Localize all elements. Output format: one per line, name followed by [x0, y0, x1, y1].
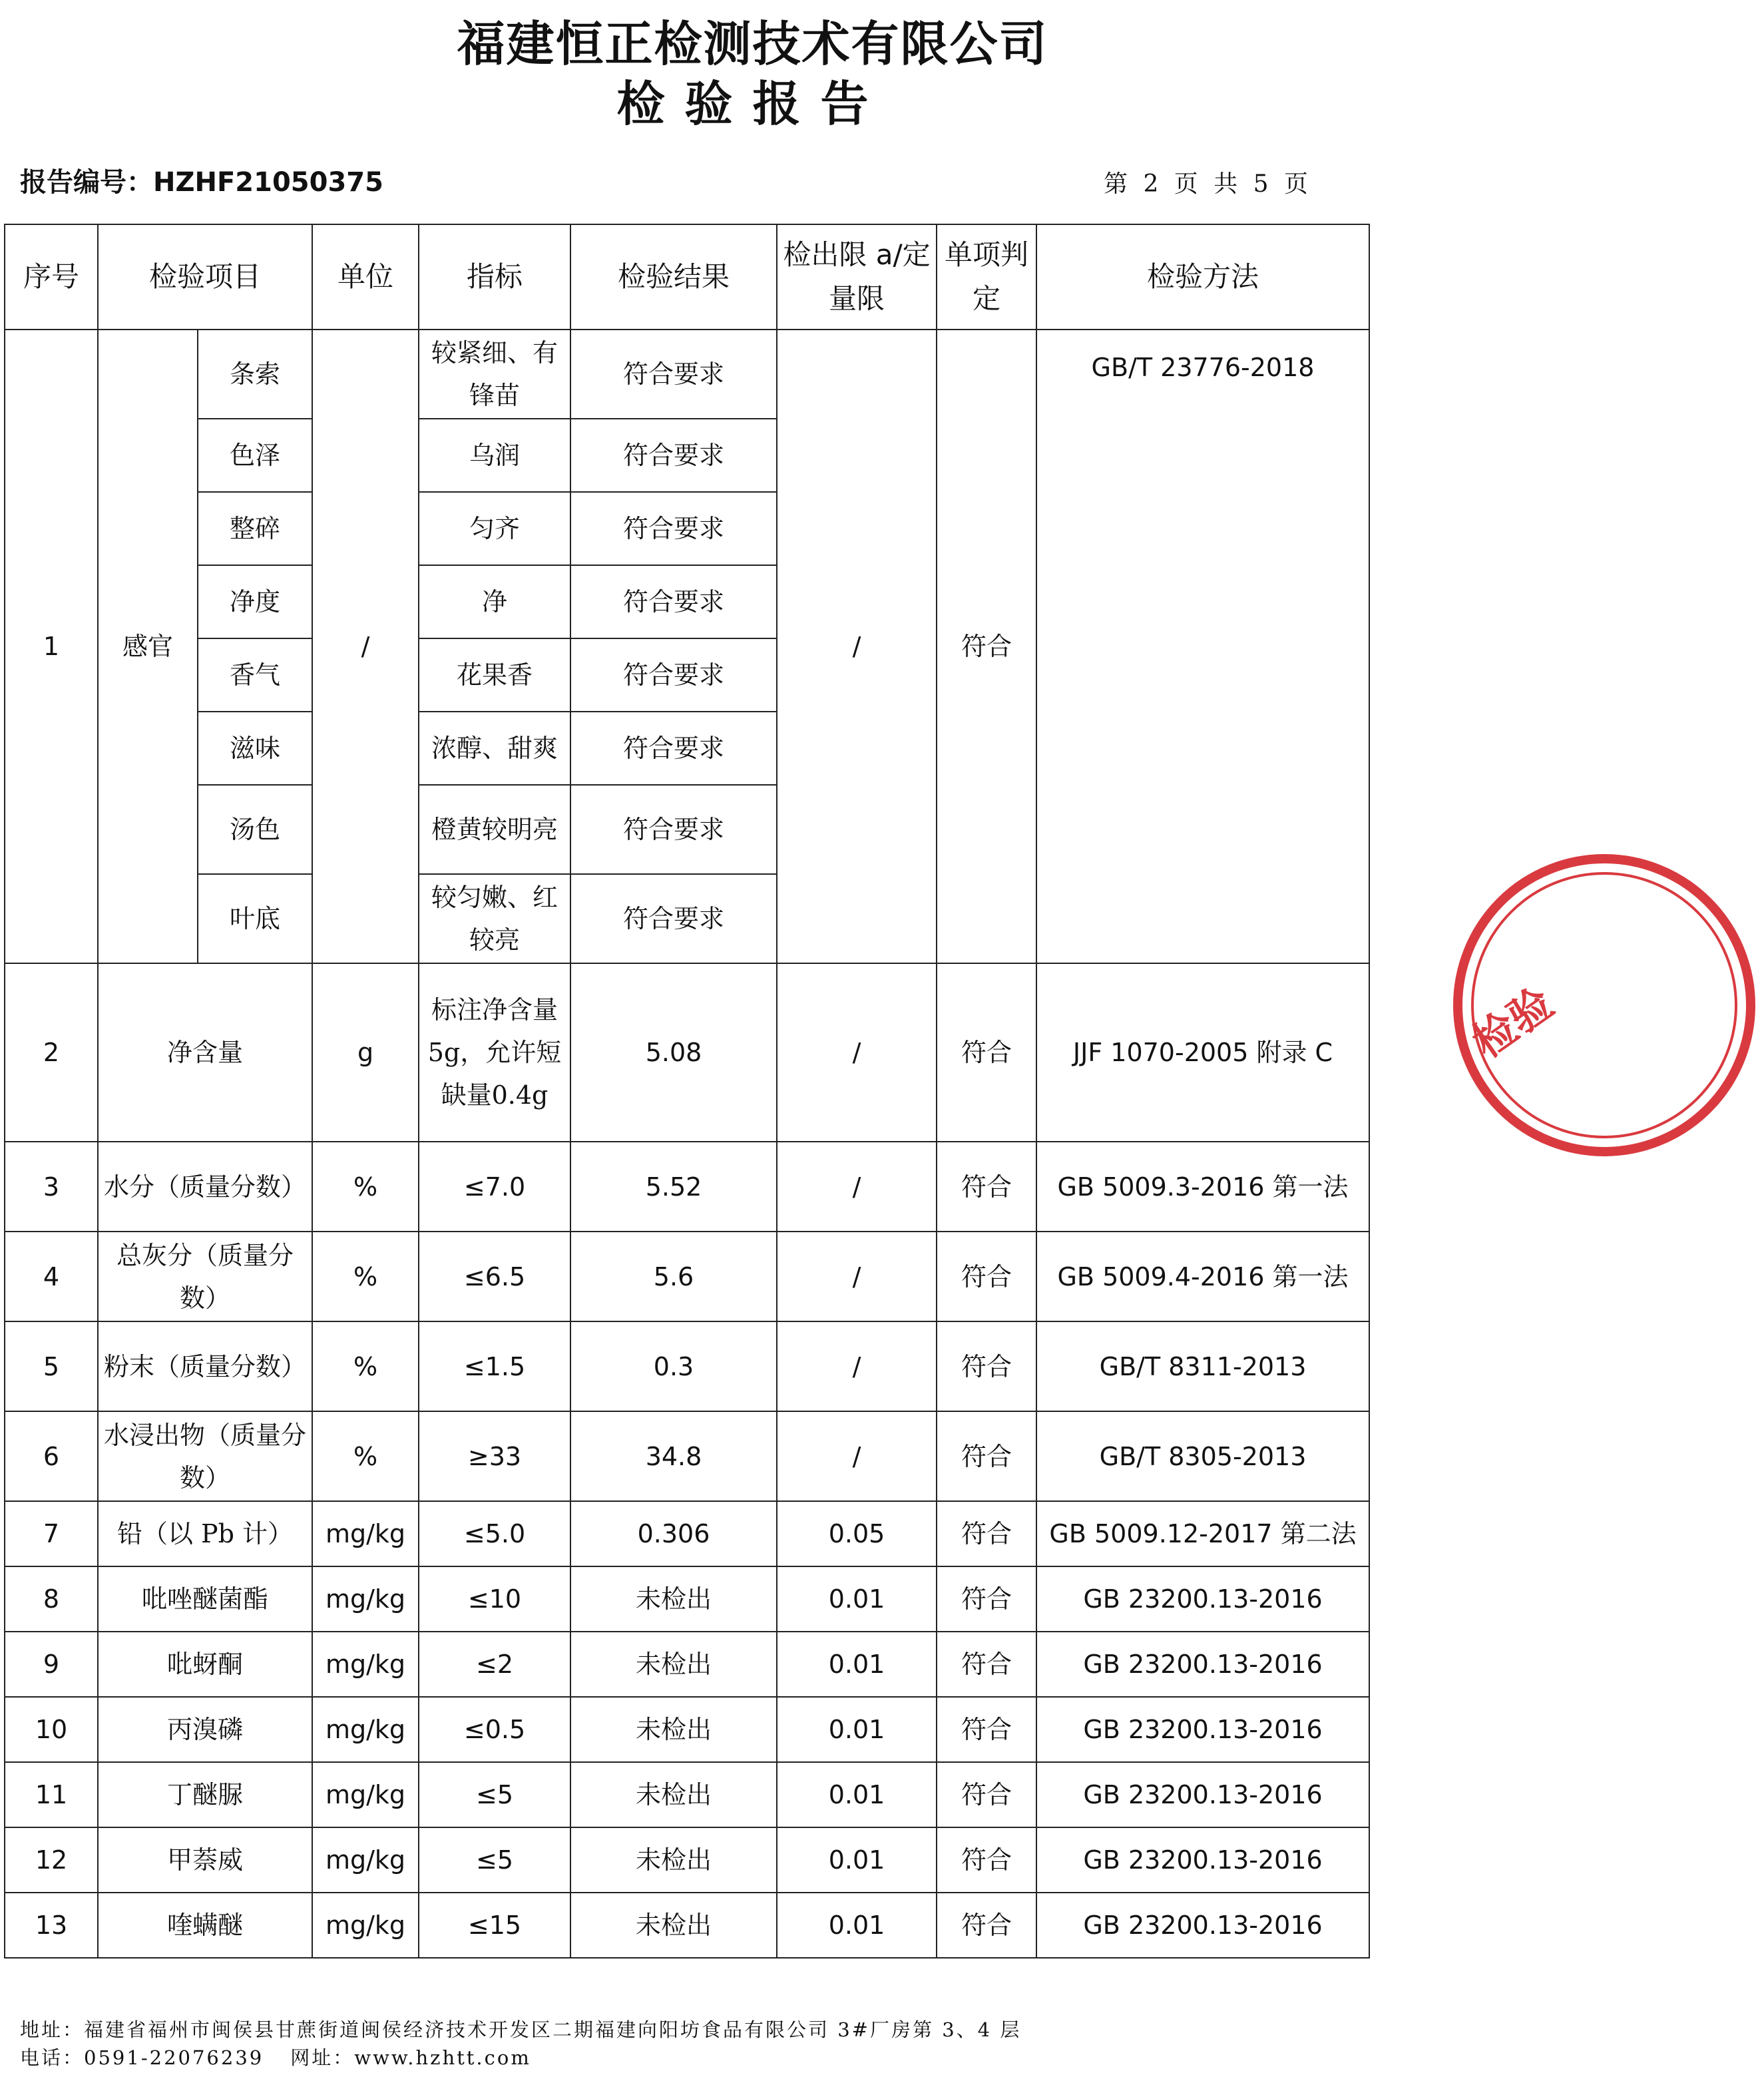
test-method: GB 23200.13-2016 — [1036, 1893, 1369, 1958]
result: 未检出 — [570, 1632, 777, 1697]
spec: 净 — [419, 565, 570, 638]
row-number: 11 — [5, 1762, 98, 1827]
table-row — [5, 963, 1369, 1142]
test-method: GB 23200.13-2016 — [1036, 1762, 1369, 1827]
judgement: 符合 — [937, 1411, 1036, 1501]
detection-limit: 0.05 — [777, 1501, 937, 1566]
spec: ≤0.5 — [419, 1697, 570, 1762]
result: 未检出 — [570, 1827, 777, 1893]
spec: 橙黄较明亮 — [419, 785, 570, 874]
test-method: GB 23200.13-2016 — [1036, 1827, 1369, 1893]
spec: 标注净含量5g，允许短缺量0.4g — [419, 963, 570, 1142]
page-info: 第 2 页 共 5 页 — [1104, 170, 1313, 198]
table-row — [5, 1827, 1369, 1893]
unit: mg/kg — [312, 1697, 419, 1762]
inspection-table — [4, 224, 1370, 1958]
spec: 较紧细、有锋苗 — [419, 330, 570, 419]
detection-limit: / — [777, 1142, 937, 1232]
test-method: GB 5009.12-2017 第二法 — [1036, 1501, 1369, 1566]
column-header: 检验结果 — [570, 224, 777, 330]
spec: 乌润 — [419, 419, 570, 492]
row-number: 5 — [5, 1321, 98, 1411]
unit: mg/kg — [312, 1762, 419, 1827]
test-method: GB 23200.13-2016 — [1036, 1566, 1369, 1632]
result: 符合要求 — [570, 712, 777, 785]
sub-item: 净度 — [198, 565, 312, 638]
sub-item: 滋味 — [198, 712, 312, 785]
footer — [20, 2016, 1048, 2072]
table-row — [5, 1411, 1369, 1501]
result: 符合要求 — [570, 874, 777, 963]
web-value: www.hzhtt.com — [354, 2046, 531, 2069]
row-number: 10 — [5, 1697, 98, 1762]
footer-contact — [20, 2044, 1048, 2072]
row-number: 6 — [5, 1411, 98, 1501]
item-name: 喹螨醚 — [98, 1893, 312, 1958]
spec: ≤7.0 — [419, 1142, 570, 1232]
result: 5.52 — [570, 1142, 777, 1232]
judgement: 符合 — [937, 1566, 1036, 1632]
item-name: 铅（以 Pb 计） — [98, 1501, 312, 1566]
judgement: 符合 — [937, 1762, 1036, 1827]
spec: ≤5.0 — [419, 1501, 570, 1566]
table-row — [5, 1893, 1369, 1958]
test-method: GB/T 8311-2013 — [1036, 1321, 1369, 1411]
unit: / — [312, 330, 419, 963]
test-method: GB/T 8305-2013 — [1036, 1411, 1369, 1501]
item-name: 吡蚜酮 — [98, 1632, 312, 1697]
unit: g — [312, 963, 419, 1142]
document-title: 检验报告 — [616, 76, 889, 132]
row-number: 12 — [5, 1827, 98, 1893]
row-number: 4 — [5, 1232, 98, 1321]
spec: 较匀嫩、红较亮 — [419, 874, 570, 963]
result: 符合要求 — [570, 419, 777, 492]
detection-limit: 0.01 — [777, 1762, 937, 1827]
row-number: 2 — [5, 963, 98, 1142]
stamp-text: 检验 — [1464, 979, 1562, 1068]
test-method: GB 5009.4-2016 第一法 — [1036, 1232, 1369, 1321]
table-row — [5, 1321, 1369, 1411]
column-header: 单位 — [312, 224, 419, 330]
item-name: 甲萘威 — [98, 1827, 312, 1893]
unit: mg/kg — [312, 1827, 419, 1893]
test-method: GB/T 23776-2018 — [1036, 330, 1369, 963]
row-number: 9 — [5, 1632, 98, 1697]
unit: % — [312, 1321, 419, 1411]
table-row — [5, 1697, 1369, 1762]
judgement: 符合 — [937, 1697, 1036, 1762]
judgement: 符合 — [937, 1142, 1036, 1232]
detection-limit: 0.01 — [777, 1893, 937, 1958]
detection-limit: 0.01 — [777, 1827, 937, 1893]
result: 0.3 — [570, 1321, 777, 1411]
test-method: JJF 1070-2005 附录 C — [1036, 963, 1369, 1142]
item-name: 吡唑醚菌酯 — [98, 1566, 312, 1632]
report-number-label: 报告编号： — [20, 167, 153, 198]
result: 未检出 — [570, 1566, 777, 1632]
judgement: 符合 — [937, 1501, 1036, 1566]
phone-value: 0591-22076239 — [84, 2046, 264, 2069]
detection-limit: / — [777, 963, 937, 1142]
judgement: 符合 — [937, 1893, 1036, 1958]
sub-item: 叶底 — [198, 874, 312, 963]
item-name: 粉末（质量分数） — [98, 1321, 312, 1411]
spec: ≥33 — [419, 1411, 570, 1501]
judgement: 符合 — [937, 1232, 1036, 1321]
row-number: 8 — [5, 1566, 98, 1632]
unit: % — [312, 1232, 419, 1321]
table-row — [5, 1232, 1369, 1321]
test-method: GB 5009.3-2016 第一法 — [1036, 1142, 1369, 1232]
row-number: 13 — [5, 1893, 98, 1958]
unit: mg/kg — [312, 1566, 419, 1632]
unit: % — [312, 1142, 419, 1232]
table-row — [5, 1142, 1369, 1232]
judgement: 符合 — [937, 1632, 1036, 1697]
result: 34.8 — [570, 1411, 777, 1501]
unit: mg/kg — [312, 1501, 419, 1566]
judgement: 符合 — [937, 330, 1036, 963]
judgement: 符合 — [937, 1321, 1036, 1411]
item-name: 感官 — [98, 330, 198, 963]
detection-limit: / — [777, 1232, 937, 1321]
column-header: 指标 — [419, 224, 570, 330]
result: 符合要求 — [570, 492, 777, 565]
spec: ≤6.5 — [419, 1232, 570, 1321]
detection-limit: / — [777, 1321, 937, 1411]
stamp-seal — [1444, 845, 1764, 1165]
detection-limit: 0.01 — [777, 1697, 937, 1762]
test-method: GB 23200.13-2016 — [1036, 1632, 1369, 1697]
unit: % — [312, 1411, 419, 1501]
column-header: 检验项目 — [98, 224, 312, 330]
unit: mg/kg — [312, 1632, 419, 1697]
address-label: 地址： — [20, 2018, 85, 2041]
spec: ≤1.5 — [419, 1321, 570, 1411]
test-method: GB 23200.13-2016 — [1036, 1697, 1369, 1762]
company-name: 福建恒正检测技术有限公司 — [457, 16, 1048, 72]
item-name: 丙溴磷 — [98, 1697, 312, 1762]
footer-address — [20, 2016, 1048, 2044]
spec: 匀齐 — [419, 492, 570, 565]
detection-limit: / — [777, 330, 937, 963]
result: 符合要求 — [570, 638, 777, 712]
table-row — [5, 1762, 1369, 1827]
detection-limit: 0.01 — [777, 1632, 937, 1697]
item-name: 水浸出物（质量分数） — [98, 1411, 312, 1501]
unit: mg/kg — [312, 1893, 419, 1958]
item-name: 丁醚脲 — [98, 1762, 312, 1827]
table-row — [5, 330, 1369, 419]
result: 符合要求 — [570, 565, 777, 638]
column-header: 序号 — [5, 224, 98, 330]
sub-item: 整碎 — [198, 492, 312, 565]
table-row — [5, 1501, 1369, 1566]
result: 0.306 — [570, 1501, 777, 1566]
result: 符合要求 — [570, 330, 777, 419]
detection-limit: 0.01 — [777, 1566, 937, 1632]
report-number — [20, 161, 383, 199]
spec: ≤5 — [419, 1762, 570, 1827]
item-name: 水分（质量分数） — [98, 1142, 312, 1232]
spec: ≤2 — [419, 1632, 570, 1697]
sub-item: 香气 — [198, 638, 312, 712]
result: 5.08 — [570, 963, 777, 1142]
table-row — [5, 1632, 1369, 1697]
result: 5.6 — [570, 1232, 777, 1321]
sub-item: 色泽 — [198, 419, 312, 492]
report-number-value: HZHF21050375 — [153, 167, 383, 198]
result: 未检出 — [570, 1697, 777, 1762]
spec: 浓醇、甜爽 — [419, 712, 570, 785]
column-header: 检验方法 — [1036, 224, 1369, 330]
column-header: 检出限 a/定量限 — [777, 224, 937, 330]
spec: ≤10 — [419, 1566, 570, 1632]
phone-label: 电话： — [20, 2046, 85, 2069]
spec: ≤5 — [419, 1827, 570, 1893]
address-value: 福建省福州市闽侯县甘蔗街道闽侯经济技术开发区二期福建向阳坊食品有限公司 3#厂房第 3、4 层 — [84, 2018, 1022, 2041]
result: 未检出 — [570, 1762, 777, 1827]
item-name: 净含量 — [98, 963, 312, 1142]
result: 未检出 — [570, 1893, 777, 1958]
table-row — [5, 1566, 1369, 1632]
row-number: 7 — [5, 1501, 98, 1566]
row-number: 1 — [5, 330, 98, 963]
column-header: 单项判定 — [937, 224, 1036, 330]
sub-item: 条索 — [198, 330, 312, 419]
row-number: 3 — [5, 1142, 98, 1232]
web-label: 网址： — [290, 2046, 355, 2069]
item-name: 总灰分（质量分数） — [98, 1232, 312, 1321]
judgement: 符合 — [937, 963, 1036, 1142]
spec: 花果香 — [419, 638, 570, 712]
result: 符合要求 — [570, 785, 777, 874]
judgement: 符合 — [937, 1827, 1036, 1893]
detection-limit: / — [777, 1411, 937, 1501]
spec: ≤15 — [419, 1893, 570, 1958]
sub-item: 汤色 — [198, 785, 312, 874]
